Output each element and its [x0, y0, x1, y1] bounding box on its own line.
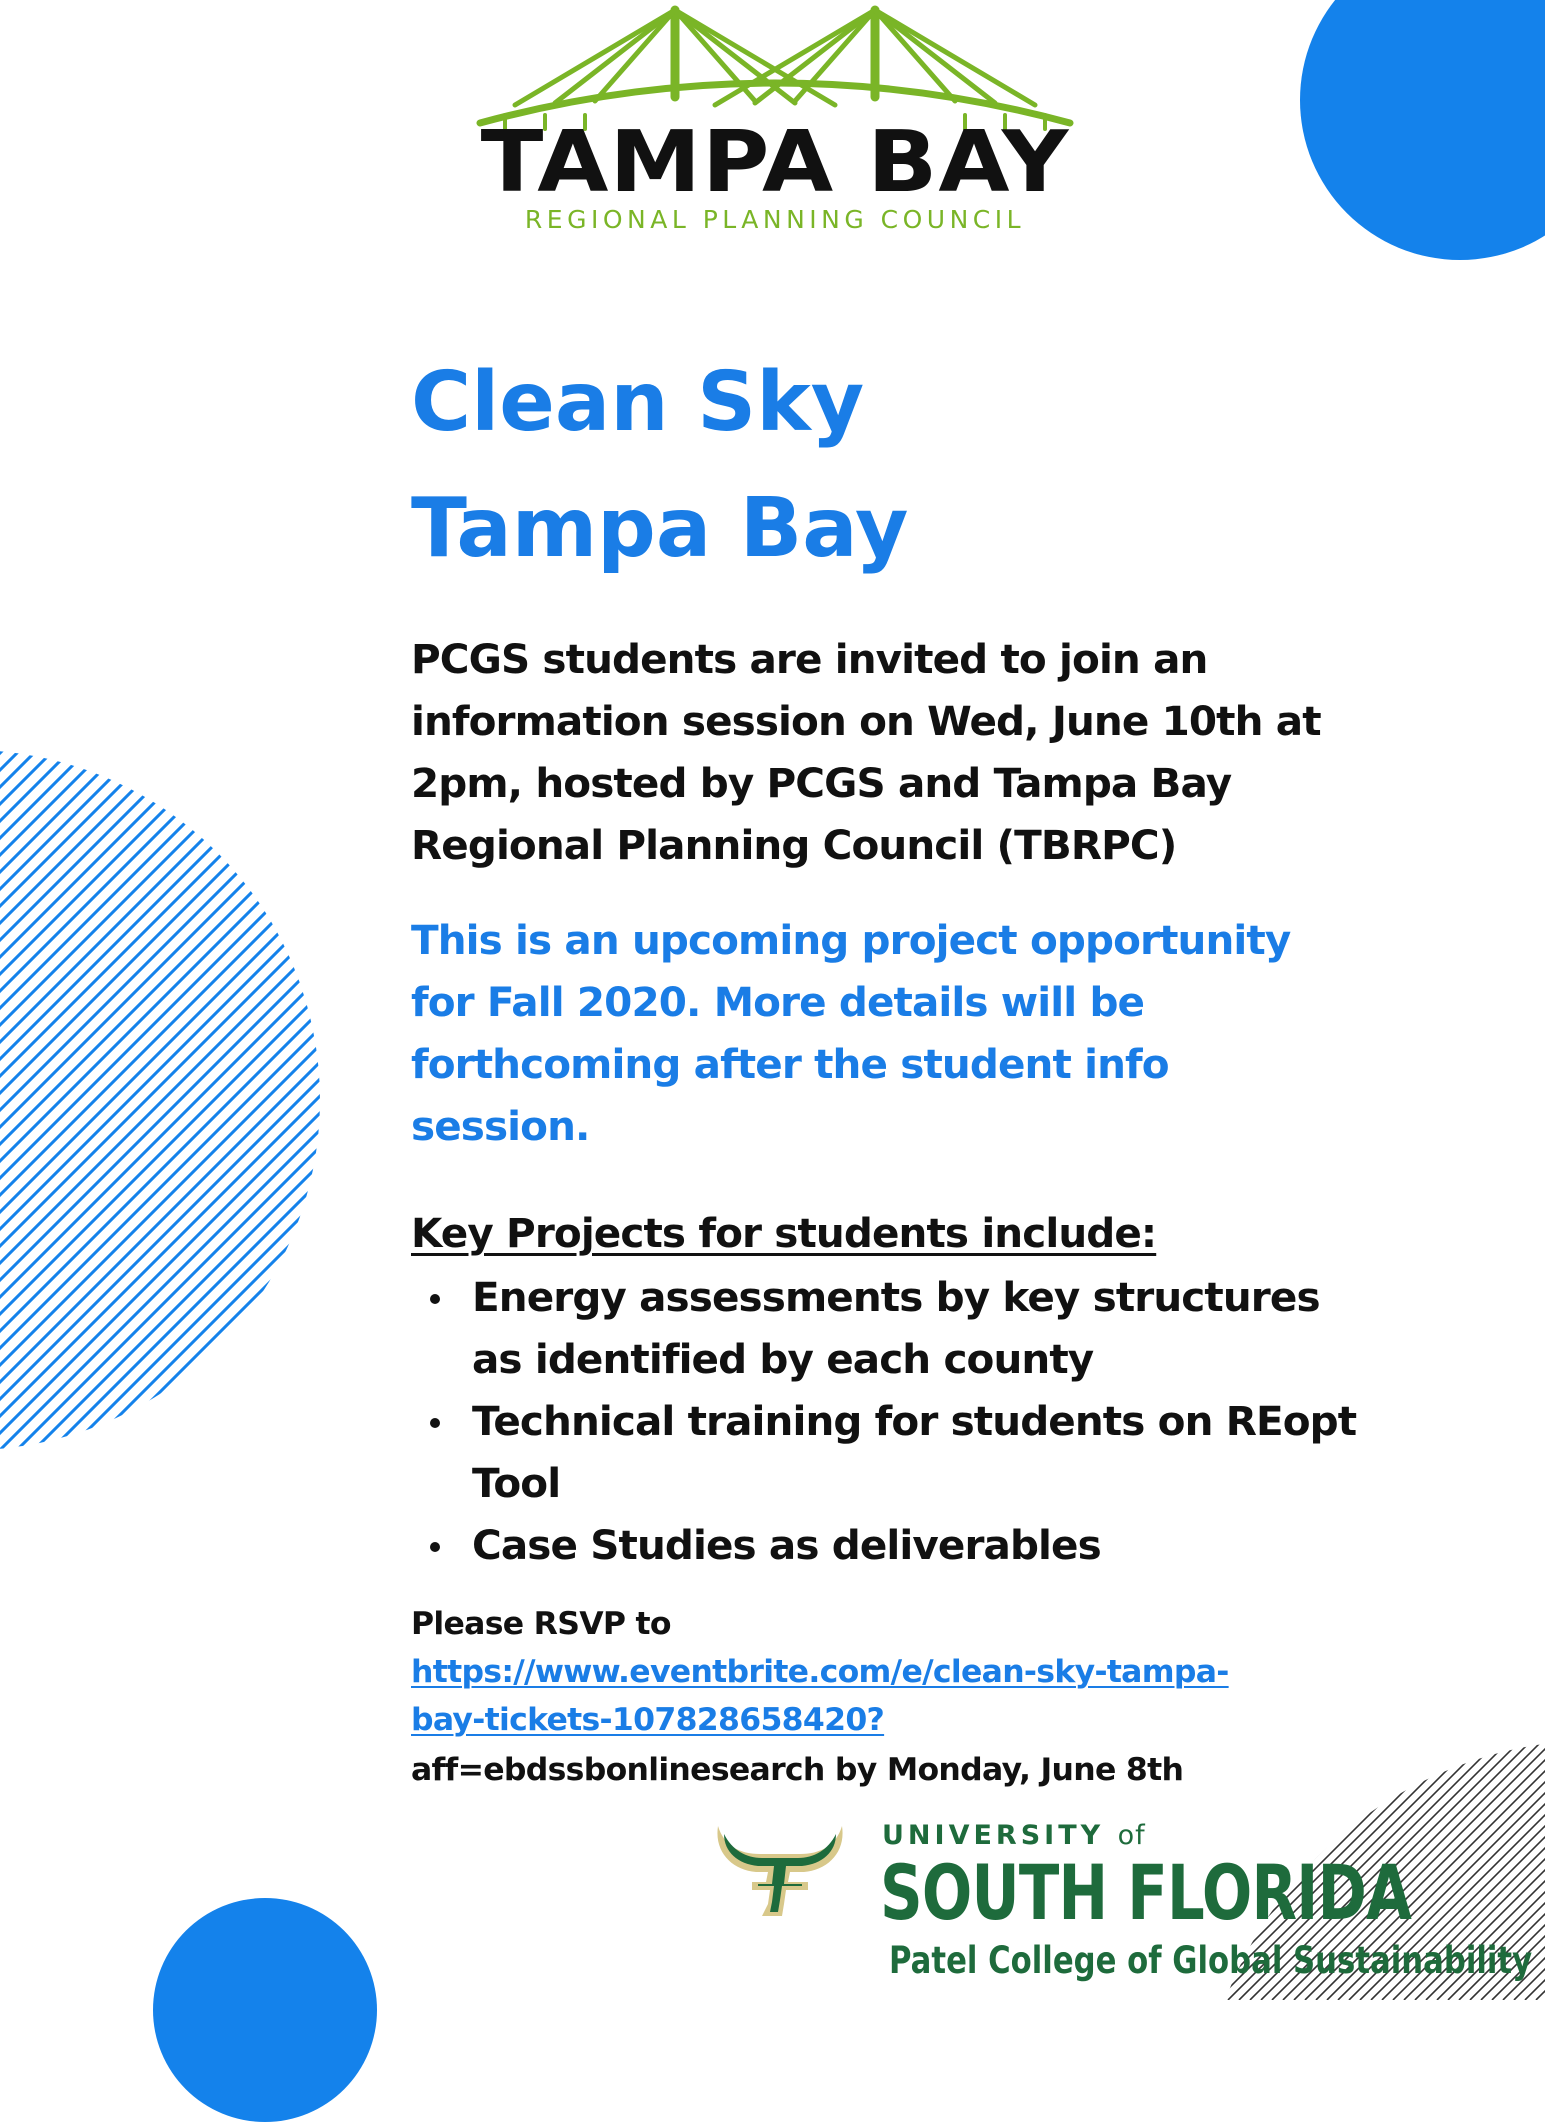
opportunity-line: forthcoming after the student info — [411, 1040, 1169, 1088]
list-item-line: Case Studies as deliverables — [472, 1521, 1101, 1569]
title-line-1: Clean Sky — [411, 355, 865, 450]
list-item-line: Energy assessments by key structures — [472, 1273, 1320, 1321]
rsvp-link-line[interactable]: https://www.eventbrite.com/e/clean-sky-tampa- — [411, 1654, 1229, 1690]
list-item-line: as identified by each county — [472, 1335, 1094, 1383]
usf-university-of — [882, 1820, 1146, 1851]
logo-subline: REGIONAL PLANNING COUNCIL — [524, 205, 1026, 234]
usf-college: Patel College of Global Sustainability — [889, 1939, 1533, 1982]
list-item-line: Tool — [472, 1459, 561, 1507]
title-line-2: Tampa Bay — [411, 481, 909, 576]
intro-paragraph — [411, 628, 1321, 876]
rsvp-prefix: Please RSVP to — [411, 1606, 671, 1642]
list-item-line: Technical training for students on REopt — [472, 1397, 1357, 1445]
bull-horns-icon — [712, 1812, 848, 1924]
opportunity-paragraph — [411, 909, 1290, 1157]
rsvp-suffix: aff=ebdssbonlinesearch by Monday, June 8th — [411, 1752, 1184, 1788]
stripe-line — [0, 700, 376, 1500]
intro-line: 2pm, hosted by PCGS and Tampa Bay — [411, 759, 1232, 807]
usf-university: UNIVERSITY — [882, 1820, 1105, 1851]
intro-line: Regional Planning Council (TBRPC) — [411, 821, 1177, 869]
list-item — [430, 1266, 1356, 1390]
rsvp-link-line[interactable]: bay-tickets-107828658420? — [411, 1702, 885, 1738]
rsvp-link[interactable] — [411, 1648, 1229, 1744]
list-item — [430, 1514, 1356, 1576]
intro-line: information session on Wed, June 10th at — [411, 697, 1321, 745]
usf-of: of — [1117, 1820, 1146, 1851]
intro-line: PCGS students are invited to join an — [411, 635, 1208, 683]
usf-name: SOUTH FLORIDA — [880, 1848, 1412, 1937]
list-item — [430, 1390, 1356, 1514]
opportunity-line: for Fall 2020. More details will be — [411, 978, 1145, 1026]
opportunity-line: session. — [411, 1102, 590, 1150]
key-projects-list — [430, 1266, 1356, 1576]
logo-name: TAMPA BAY — [480, 112, 1070, 212]
stripe-line — [0, 700, 444, 1500]
page-title — [411, 340, 1411, 592]
key-projects-heading: Key Projects for students include: — [411, 1209, 1157, 1257]
opportunity-line: This is an upcoming project opportunity — [411, 916, 1291, 964]
